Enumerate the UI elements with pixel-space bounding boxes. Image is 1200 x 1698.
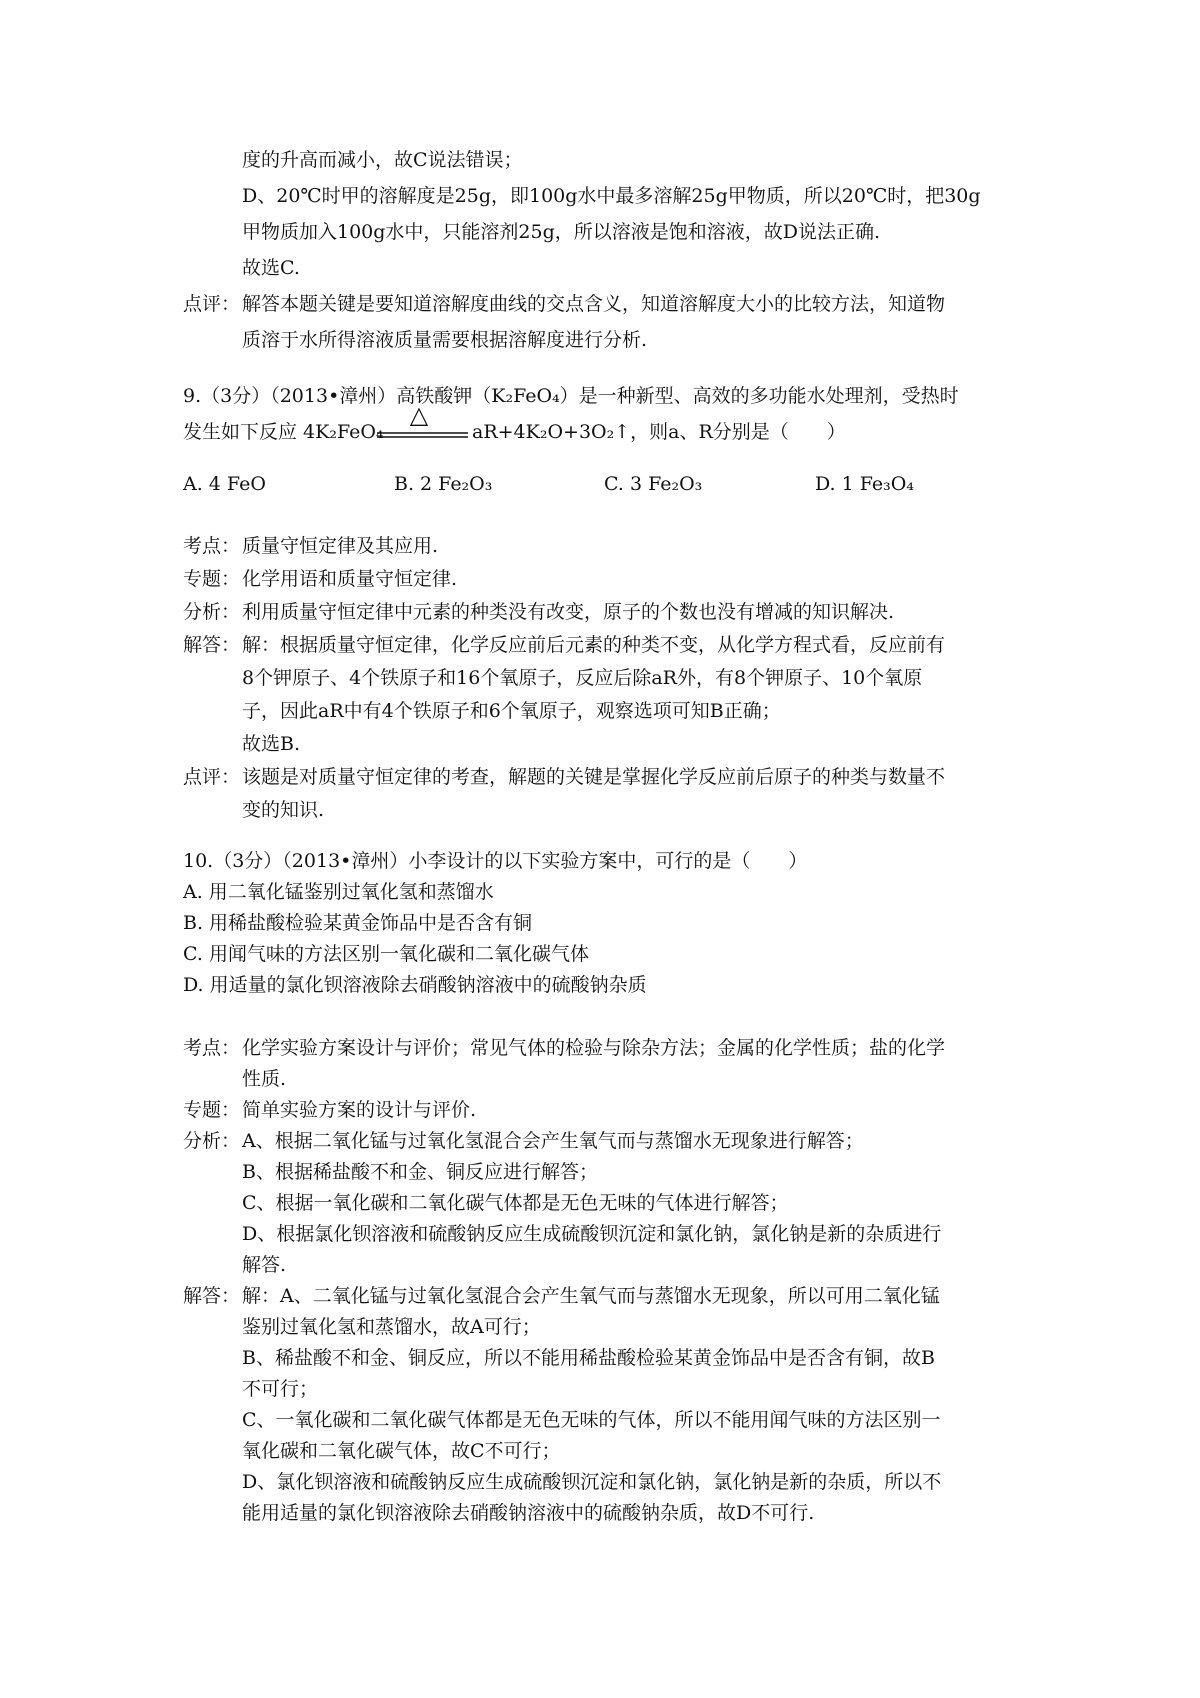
text-line: D、20℃时甲的溶解度是25g，即100g水中最多溶解25g甲物质，所以20℃时，把30g	[242, 185, 981, 207]
kaodian-label: 考点：	[183, 535, 241, 557]
heat-symbol: △	[409, 404, 429, 429]
zhuanti-text: 化学用语和质量守恒定律.	[242, 568, 458, 590]
jieda-text: B、稀盐酸不和金、铜反应，所以不能用稀盐酸检验某黄金饰品中是否含有铜，故B	[242, 1347, 935, 1369]
jieda-label: 解答：	[183, 634, 241, 656]
fenxi-text: 利用质量守恒定律中元素的种类没有改变，原子的个数也没有增减的知识解决.	[242, 601, 895, 623]
kaodian-label: 考点：	[183, 1037, 241, 1059]
comment-text: 质溶于水所得溶液质量需要根据溶解度进行分析.	[242, 329, 648, 351]
zhuanti-label: 专题：	[183, 1099, 241, 1121]
fenxi-text: D、根据氯化钡溶液和硫酸钠反应生成硫酸钡沉淀和氯化钠，氯化钠是新的杂质进行	[242, 1223, 942, 1245]
fenxi-label: 分析：	[183, 601, 241, 623]
jieda-text: 能用适量的氯化钡溶液除去硝酸钠溶液中的硫酸钠杂质，故D不可行.	[242, 1502, 815, 1524]
equation-reactant: 发生如下反应 4K₂FeO₄	[183, 421, 384, 443]
comment-text: 解答本题关键是要知道溶解度曲线的交点含义，知道溶解度大小的比较方法，知道物	[242, 293, 946, 315]
q10-option-c: C. 用闻气味的方法区别一氧化碳和二氧化碳气体	[183, 943, 589, 965]
jieda-text: 解：根据质量守恒定律，化学反应前后元素的种类不变，从化学方程式看，反应前有	[242, 634, 946, 656]
fenxi-text: C、根据一氧化碳和二氧化碳气体都是无色无味的气体进行解答；	[242, 1192, 789, 1214]
dianping-label: 点评：	[183, 766, 241, 788]
zhuanti-label: 专题：	[183, 568, 241, 590]
kaodian-text: 性质.	[242, 1068, 287, 1090]
zhuanti-text: 简单实验方案的设计与评价.	[242, 1099, 477, 1121]
q10-option-d: D. 用适量的氯化钡溶液除去硝酸钠溶液中的硫酸钠杂质	[183, 974, 647, 996]
jieda-text: 解：A、二氧化锰与过氧化氢混合会产生氧气而与蒸馏水无现象，所以可用二氧化锰	[242, 1285, 940, 1307]
jieda-text: 子，因此aR中有4个铁原子和6个氧原子，观察选项可知B正确；	[242, 700, 781, 722]
jieda-text: D、氯化钡溶液和硫酸钠反应生成硫酸钡沉淀和氯化钠，氯化钠是新的杂质，所以不	[242, 1471, 942, 1493]
jieda-text: 氧化碳和二氧化碳气体，故C不可行；	[242, 1440, 561, 1462]
dianping-text: 该题是对质量守恒定律的考查，解题的关键是掌握化学反应前后原子的种类与数量不	[242, 766, 946, 788]
q10-option-b: B. 用稀盐酸检验某黄金饰品中是否含有铜	[183, 912, 533, 934]
q9-option-b: B. 2 Fe₂O₃	[394, 473, 493, 495]
jieda-text: 鉴别过氧化氢和蒸馏水，故A可行；	[242, 1316, 541, 1338]
equation-products: aR+4K₂O+3O₂↑，则a、R分别是（ ）	[472, 421, 846, 443]
fenxi-label: 分析：	[183, 1130, 241, 1152]
fenxi-text: A、根据二氧化锰与过氧化氢混合会产生氧气而与蒸馏水无现象进行解答；	[242, 1130, 864, 1152]
question-10-stem: 10.（3分）（2013•漳州）小李设计的以下实验方案中，可行的是（ ）	[183, 850, 808, 872]
question-9-stem-cont	[183, 418, 386, 446]
question-9-stem: 9.（3分）（2013•漳州）高铁酸钾（K₂FeO₄）是一种新型、高效的多功能水处理剂，受热时	[183, 385, 959, 407]
dianping-text: 变的知识.	[242, 799, 325, 821]
kaodian-text: 化学实验方案设计与评价；常见气体的检验与除杂方法；金属的化学性质；盐的化学	[242, 1037, 946, 1059]
q9-option-a: A. 4 FeO	[183, 473, 266, 495]
comment-label: 点评：	[183, 293, 241, 315]
q9-option-c: C. 3 Fe₂O₃	[604, 473, 703, 495]
jieda-label: 解答：	[183, 1285, 241, 1307]
q9-option-d: D. 1 Fe₃O₄	[815, 473, 914, 495]
text-line: 度的升高而减小，故C说法错误；	[242, 149, 523, 171]
jieda-text: 故选B.	[242, 733, 301, 755]
jieda-text: 不可行；	[242, 1378, 319, 1400]
fenxi-text: B、根据稀盐酸不和金、铜反应进行解答；	[242, 1161, 598, 1183]
text-line: 甲物质加入100g水中，只能溶剂25g，所以溶液是饱和溶液，故D说法正确.	[242, 221, 881, 243]
heating-equals-sign	[375, 404, 470, 444]
fenxi-text: 解答.	[242, 1254, 287, 1276]
kaodian-text: 质量守恒定律及其应用.	[242, 535, 439, 557]
text-line: 故选C.	[242, 257, 300, 279]
q10-option-a: A. 用二氧化锰鉴别过氧化氢和蒸馏水	[183, 881, 494, 903]
jieda-text: C、一氧化碳和二氧化碳气体都是无色无味的气体，所以不能用闻气味的方法区别一	[242, 1409, 941, 1431]
jieda-text: 8个钾原子、4个铁原子和16个氧原子，反应后除aR外，有8个钾原子、10个氧原	[242, 667, 923, 689]
